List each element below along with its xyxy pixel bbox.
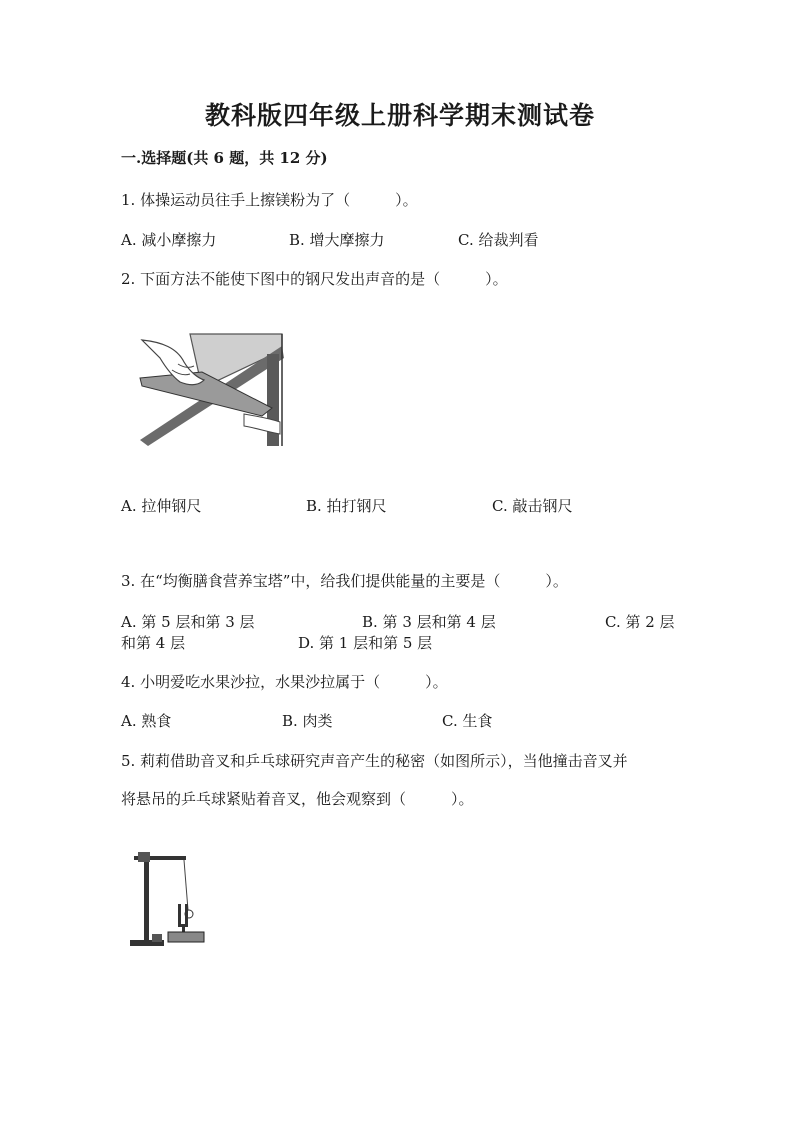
question-3-option-a: A. 第 5 层和第 3 层 — [121, 613, 255, 631]
question-2-option-c: C. 敲击钢尺 — [492, 497, 573, 515]
question-1-option-b: B. 增大摩擦力 — [289, 231, 385, 249]
question-3-stem: 3. 在“均衡膳食营养宝塔”中，给我们提供能量的主要是（ ）。 — [121, 572, 568, 590]
question-5-stem-line-2: 将悬吊的乒乓球紧贴着音叉，他会观察到（ ）。 — [121, 790, 474, 808]
question-3-option-b: B. 第 3 层和第 4 层 — [362, 613, 496, 631]
question-4-option-b: B. 肉类 — [282, 712, 333, 730]
question-3-option-d: D. 第 1 层和第 5 层 — [298, 634, 433, 652]
question-5-stem-line-1: 5. 莉莉借助音叉和乒乓球研究声音产生的秘密（如图所示），当他撞击音叉并 — [121, 752, 628, 770]
question-3-option-c-continued: 和第 4 层 — [121, 634, 186, 652]
question-4-option-a: A. 熟食 — [121, 712, 172, 730]
question-3-option-c: C. 第 2 层 — [605, 613, 675, 631]
page-title: 教科版四年级上册科学期末测试卷 — [204, 101, 595, 130]
question-4-stem: 4. 小明爱吃水果沙拉，水果沙拉属于（ ）。 — [121, 673, 448, 691]
tuning-fork-ping-pong-figure — [124, 848, 216, 960]
question-2-stem: 2. 下面方法不能使下图中的钢尺发出声音的是（ ）。 — [121, 270, 508, 288]
section-heading: 一.选择题(共 6 题，共 12 分) — [121, 149, 328, 167]
question-2-option-b: B. 拍打钢尺 — [306, 497, 387, 515]
steel-ruler-on-table-figure — [132, 328, 287, 448]
question-1-stem: 1. 体操运动员往手上擦镁粉为了（ ）。 — [121, 191, 418, 209]
question-1-option-c: C. 给裁判看 — [458, 231, 539, 249]
question-1-option-a: A. 减小摩擦力 — [121, 231, 217, 249]
question-2-option-a: A. 拉伸钢尺 — [121, 497, 202, 515]
question-4-option-c: C. 生食 — [442, 712, 493, 730]
